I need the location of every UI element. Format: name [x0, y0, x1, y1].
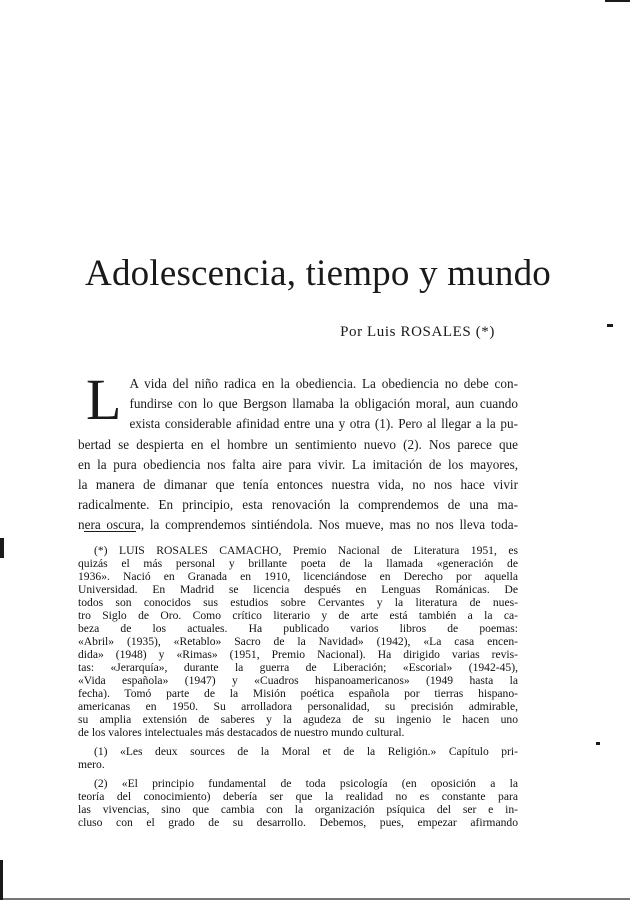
scan-edge-mark: [0, 860, 3, 900]
drop-cap: L: [86, 367, 122, 432]
body-line: nera oscura, la comprendemos sintiéndola. Nos mueve, mas no nos lleva toda-: [78, 517, 518, 533]
body-line: la manera de dimanar que tenía entonces nuestra vida, no nos hace vivir: [78, 477, 518, 493]
footnote-line: su amplia extensión de saberes y la agudeza de su ingenio le hacen uno: [78, 713, 518, 726]
article-body: [78, 367, 518, 536]
footnote-line: «Vida española» (1947) y «Cuadros hispanoamericanos» (1949 hasta la: [78, 674, 518, 687]
footnotes: [78, 544, 518, 835]
footnote-line: (1) «Les deux sources de la Moral et de la Religión.» Capítulo pri-: [94, 745, 518, 758]
footnote-line: las vivencias, sino que cambia con la organización psíquica del ser e in-: [78, 803, 518, 816]
scan-edge-mark: [596, 742, 600, 745]
footnote-line: tas: «Jerarquía», durante la guerra de Liberación; «Escorial» (1942-45),: [78, 661, 518, 674]
footnote-line: tro Siglo de Oro. Como crítico literario y de arte está también a la ca-: [78, 609, 518, 622]
scan-edge-mark: [0, 538, 4, 558]
footnote-separator: [84, 531, 136, 532]
footnote-line: Universidad. En Madrid se licencia después en Lenguas Románicas. De: [78, 583, 518, 596]
footnote-author: [78, 544, 518, 739]
footnote-line: todos son conocidos sus estudios sobre Cervantes y la literatura de nues-: [78, 596, 518, 609]
body-line: bertad se despierta en el hombre un sentimiento nuevo (2). Nos parece que: [78, 436, 518, 452]
footnote-line: quizás el más personal y brillante poeta de la llamada «generación de: [78, 557, 518, 570]
footnote-line: dida» (1948) y «Rimas» (1951, Premio Nacional). Ha dirigido varias revis-: [78, 648, 518, 661]
footnote-line: cluso con el grado de su desarrollo. Debemos, pues, empezar afirmando: [78, 816, 518, 829]
scan-edge-mark: [0, 898, 630, 900]
body-line: A vida del niño radica en la obediencia. La obediencia no debe con-: [129, 376, 518, 391]
body-line: en la pura obediencia nos falta aire para vivir. La imitación de los mayores,: [78, 456, 518, 472]
footnote-line: teoría del conocimiento) debería ser que la realidad no es constante para: [78, 790, 518, 803]
body-line: radicalmente. En principio, esta renovación la comprendemos de una ma-: [78, 497, 518, 513]
body-line: exista considerable afinidad entre una y otra (1). Pero al llegar a la pu-: [129, 416, 518, 432]
footnote-2: [78, 777, 518, 829]
footnote-line: beza de los actuales. Ha publicado varios libros de poemas:: [78, 622, 518, 635]
footnote-line: «Abril» (1935), «Retablo» Sacro de la Navidad» (1942), «La casa encen-: [78, 635, 518, 648]
footnote-line: de los valores intelectuales más destacados de nuestro mundo cultural.: [78, 726, 405, 739]
scan-edge-mark: [605, 0, 630, 2]
footnote-line: americanas en 1950. Su arrolladora personalidad, su precisión admirable,: [78, 700, 518, 713]
footnote-line: (2) «El principio fundamental de toda psicología (en oposición a la: [94, 777, 518, 790]
article-title: Adolescencia, tiempo y mundo: [85, 253, 551, 294]
body-line: fundirse con lo que Bergson llamaba la obligación moral, aun cuando: [129, 396, 518, 412]
footnote-1: [78, 745, 518, 771]
scan-edge-mark: [607, 324, 613, 327]
footnote-line: mero.: [78, 758, 105, 771]
footnote-line: (*) LUIS ROSALES CAMACHO, Premio Nacional de Literatura 1951, es: [94, 544, 518, 557]
body-paragraph: [78, 367, 518, 536]
author-byline: Por Luis ROSALES (*): [340, 324, 495, 340]
footnote-line: fecha). Tomó parte de la Misión poética española por tierras hispano-: [78, 687, 518, 700]
footnote-line: 1936». Nació en Granada en 1910, licenciándose en Derecho por aquella: [78, 570, 518, 583]
